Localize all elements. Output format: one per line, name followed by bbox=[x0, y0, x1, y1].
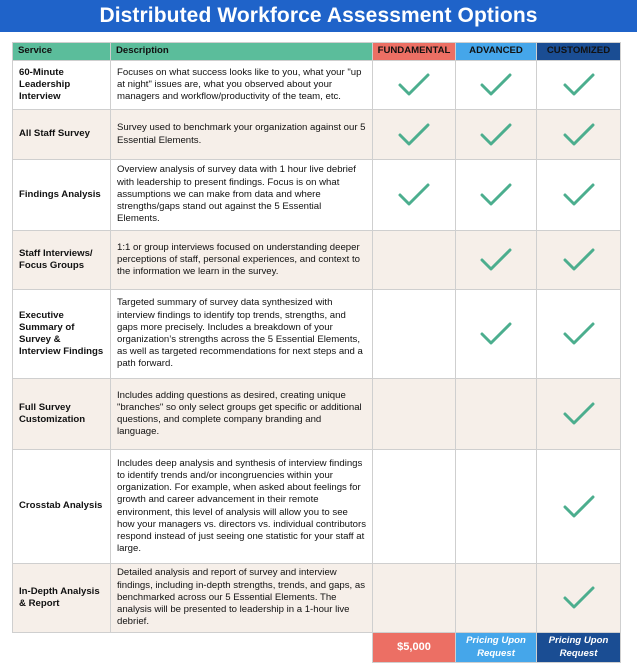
row-fundamental-cell bbox=[373, 450, 456, 564]
row-description: Targeted summary of survey data synthesized with interview findings to identify top trends, strengths, and gaps more precisely. Includes a breakdown of your organization’s strengths across the 5 Essential Elements, as well as targeted recommendations for next steps and a path forward. bbox=[111, 290, 373, 379]
row-advanced-cell bbox=[456, 450, 537, 564]
header-customized: CUSTOMIZED bbox=[537, 43, 621, 61]
checkmark-icon bbox=[562, 401, 596, 427]
header-advanced: ADVANCED bbox=[456, 43, 537, 61]
row-service: In-Depth Analysis & Report bbox=[13, 564, 111, 633]
row-description: Includes deep analysis and synthesis of interview findings to identify trends and/or incongruencies within your organization. For example, when asked about feelings for growth and career advancement in their remote environment, this level of analysis will allow you to see how your managers vs. directors vs. individual contributors respond instead of just seeing one statistic for your staff at large. bbox=[111, 450, 373, 564]
table-row bbox=[13, 61, 621, 110]
title-bar bbox=[0, 0, 637, 32]
row-customized-cell bbox=[537, 450, 621, 564]
row-advanced-cell bbox=[456, 160, 537, 231]
row-advanced-cell bbox=[456, 61, 537, 110]
row-service: Staff Interviews/ Focus Groups bbox=[13, 231, 111, 290]
table-row bbox=[13, 450, 621, 564]
row-customized-cell bbox=[537, 61, 621, 110]
row-customized-cell bbox=[537, 379, 621, 450]
row-fundamental-cell bbox=[373, 564, 456, 633]
row-fundamental-cell bbox=[373, 110, 456, 160]
row-advanced-cell bbox=[456, 379, 537, 450]
price-customized: Pricing Upon Request bbox=[537, 633, 621, 663]
header-service: Service bbox=[13, 43, 111, 61]
row-fundamental-cell bbox=[373, 379, 456, 450]
pricing-spacer bbox=[13, 633, 111, 663]
row-description: 1:1 or group interviews focused on understanding deeper perceptions of staff, personal experiences, and context to the information we learn in the survey. bbox=[111, 231, 373, 290]
checkmark-icon bbox=[562, 72, 596, 98]
header-description: Description bbox=[111, 43, 373, 61]
row-service: 60-Minute Leadership Interview bbox=[13, 61, 111, 110]
table-body bbox=[13, 61, 621, 663]
row-service: All Staff Survey bbox=[13, 110, 111, 160]
page-title: Distributed Workforce Assessment Options bbox=[99, 4, 538, 27]
row-description: Detailed analysis and report of survey and interview findings, including in-depth strengths, trends, and gaps, as benchmarked across our 5 Essential Elements. The analysis will be presented to leadership in a 1-hour live debrief. bbox=[111, 564, 373, 633]
checkmark-icon bbox=[397, 182, 431, 208]
row-advanced-cell bbox=[456, 110, 537, 160]
table-row bbox=[13, 110, 621, 160]
row-customized-cell bbox=[537, 231, 621, 290]
price-advanced: Pricing Upon Request bbox=[456, 633, 537, 663]
checkmark-icon bbox=[479, 72, 513, 98]
header-fundamental: FUNDAMENTAL bbox=[373, 43, 456, 61]
checkmark-icon bbox=[397, 72, 431, 98]
row-advanced-cell bbox=[456, 231, 537, 290]
table-row bbox=[13, 379, 621, 450]
checkmark-icon bbox=[562, 122, 596, 148]
row-advanced-cell bbox=[456, 290, 537, 379]
pricing-spacer bbox=[111, 633, 373, 663]
checkmark-icon bbox=[397, 122, 431, 148]
checkmark-icon bbox=[562, 247, 596, 273]
row-service: Full Survey Customization bbox=[13, 379, 111, 450]
row-customized-cell bbox=[537, 564, 621, 633]
checkmark-icon bbox=[479, 122, 513, 148]
row-service: Findings Analysis bbox=[13, 160, 111, 231]
row-description: Includes adding questions as desired, creating unique "branches" so only select groups get specific or additional questions, and complete company branding and language. bbox=[111, 379, 373, 450]
checkmark-icon bbox=[479, 247, 513, 273]
checkmark-icon bbox=[562, 182, 596, 208]
row-fundamental-cell bbox=[373, 160, 456, 231]
checkmark-icon bbox=[479, 182, 513, 208]
checkmark-icon bbox=[562, 585, 596, 611]
row-advanced-cell bbox=[456, 564, 537, 633]
checkmark-icon bbox=[562, 494, 596, 520]
row-customized-cell bbox=[537, 110, 621, 160]
checkmark-icon bbox=[562, 321, 596, 347]
row-fundamental-cell bbox=[373, 231, 456, 290]
table-row bbox=[13, 160, 621, 231]
table-row bbox=[13, 290, 621, 379]
table-row bbox=[13, 564, 621, 633]
row-description: Focuses on what success looks like to you, what your "up at night" issues are, what you observed about your managers and workflow/productivity of the team, etc. bbox=[111, 61, 373, 110]
options-table bbox=[12, 42, 621, 663]
row-customized-cell bbox=[537, 290, 621, 379]
row-description: Survey used to benchmark your organization against our 5 Essential Elements. bbox=[111, 110, 373, 160]
row-fundamental-cell bbox=[373, 61, 456, 110]
row-description: Overview analysis of survey data with 1 hour live debrief with leadership to present findings. Focus is on what assumptions we can make from data and where strengths/gaps stand out against the 5 Essential Elements. bbox=[111, 160, 373, 231]
row-service: Crosstab Analysis bbox=[13, 450, 111, 564]
row-fundamental-cell bbox=[373, 290, 456, 379]
checkmark-icon bbox=[479, 321, 513, 347]
row-customized-cell bbox=[537, 160, 621, 231]
pricing-row bbox=[13, 633, 621, 663]
row-service: Executive Summary of Survey & Interview Findings bbox=[13, 290, 111, 379]
price-fundamental: $5,000 bbox=[373, 633, 456, 663]
table-row bbox=[13, 231, 621, 290]
